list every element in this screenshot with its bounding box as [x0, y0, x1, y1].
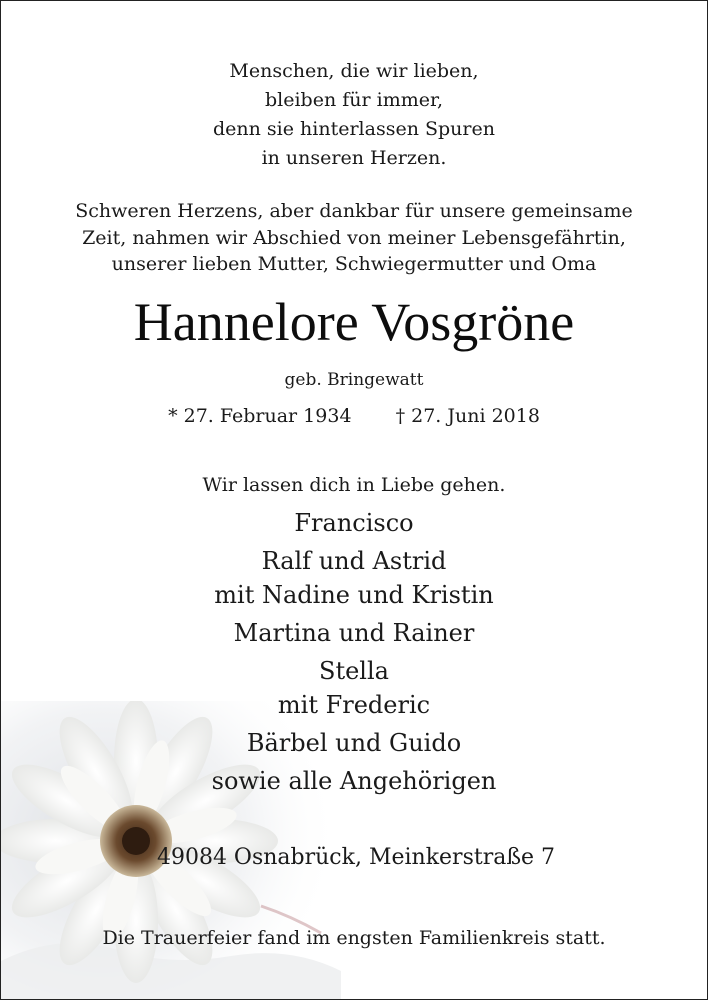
intro-line: Zeit, nahmen wir Abschied von meiner Lebensgefährtin, — [82, 226, 626, 249]
family-group — [1, 544, 707, 612]
family-line: Ralf und Astrid — [261, 547, 447, 575]
funeral-note: Die Trauerfeier fand im engsten Familienkreis statt. — [102, 927, 606, 949]
birth-name: geb. Bringewatt — [284, 370, 424, 390]
family-line: Stella — [319, 657, 389, 685]
intro-line: Schweren Herzens, aber dankbar für unsere gemeinsame — [75, 200, 633, 222]
family-line: sowie alle Angehörigen — [211, 767, 497, 795]
family-group — [1, 616, 707, 650]
family-line: Francisco — [294, 509, 414, 537]
address: 49084 Osnabrück, Meinkerstraße 7 — [156, 845, 556, 870]
family-group — [1, 654, 707, 722]
poem-line: bleiben für immer, — [264, 89, 444, 111]
poem — [1, 57, 707, 173]
poem-line: in unseren Herzen. — [261, 147, 447, 169]
family-line: mit Nadine und Kristin — [214, 581, 494, 609]
family-group — [1, 506, 707, 540]
life-dates — [1, 403, 707, 429]
intro-line: unserer lieben Mutter, Schwiegermutter und Oma — [111, 253, 597, 275]
motto: Wir lassen dich in Liebe gehen. — [202, 474, 506, 496]
poem-line: Menschen, die wir lieben, — [229, 60, 479, 82]
death-date: † 27. Juni 2018 — [395, 405, 540, 427]
deceased-name: Hannelore Vosgröne — [133, 292, 575, 352]
family-line: mit Frederic — [277, 691, 431, 719]
birth-date: * 27. Februar 1934 — [168, 405, 352, 427]
family-line: Martina und Rainer — [233, 619, 475, 647]
family-group — [1, 764, 707, 798]
family-list — [1, 506, 707, 802]
family-group — [1, 726, 707, 760]
intro-text — [1, 198, 707, 278]
poem-line: denn sie hinterlassen Spuren — [213, 118, 495, 140]
family-line: Bärbel und Guido — [246, 729, 462, 757]
